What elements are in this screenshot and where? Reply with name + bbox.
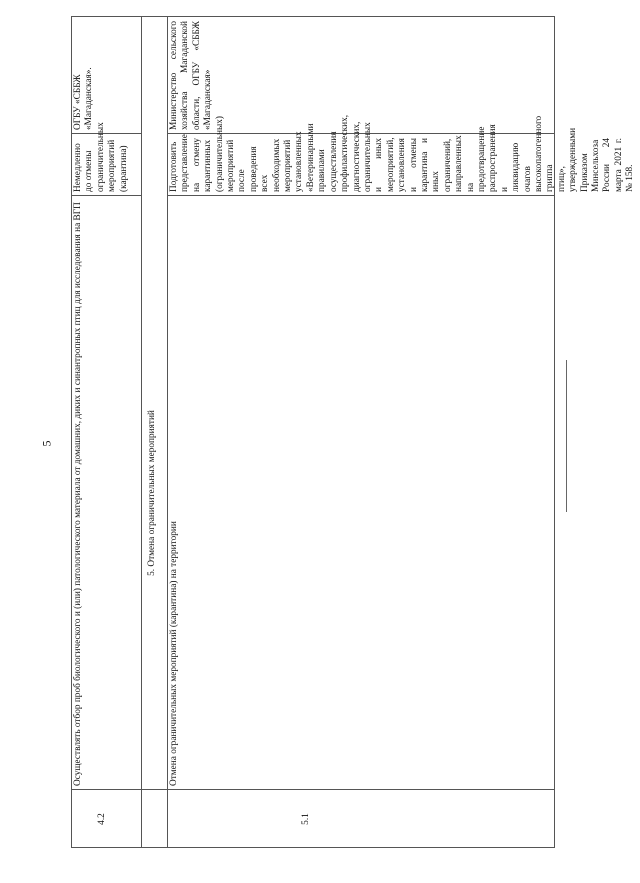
responsible-5-1: Министерство сельского хозяйства Магаданской области, ОГБУ «СББЖ «Магаданская»: [169, 21, 214, 130]
row-number-4-2: 4.2: [97, 813, 107, 825]
measure-4-2: Осуществлять отбор проб биологического и (или) патологического материала от домашних, диких и синантропных птиц для исследования на ВГП: [73, 202, 83, 786]
border: [554, 16, 555, 848]
deadline-4-2: Немедленно до отмены ограничительных мероприятий (карантина): [73, 122, 129, 192]
measure-5-1: Отмена ограничительных мероприятий (карантина) на территории: [169, 521, 179, 786]
divider-line: [566, 360, 567, 512]
responsible-4-2: ОГБУ «СББЖ «Магаданская».: [73, 67, 95, 130]
border: [71, 847, 555, 848]
section-title-5: 5. Отмена ограничительных мероприятий: [147, 410, 157, 576]
border: [141, 16, 142, 848]
row-number-5-1: 5.1: [301, 813, 311, 825]
deadline-5-1: Подготовить представление на отмену карантинных (ограничительных) мероприятий после проведения всех необходимых мероприятий установленных «Ветеринарными правилами осуществления профилактических, диагностических, ограничительных и иных мероприятий, установления и отмены карантина и иных ограничений, направленных на предотвращение распространения и ликвидацию очагов высокопатогенного гриппа птиц», утвержденными Приказом Минсельхоза России 24 марта 2021 г. № 158.: [169, 114, 636, 192]
page-number: 5: [39, 440, 54, 447]
rotated-table: [71, 16, 636, 848]
